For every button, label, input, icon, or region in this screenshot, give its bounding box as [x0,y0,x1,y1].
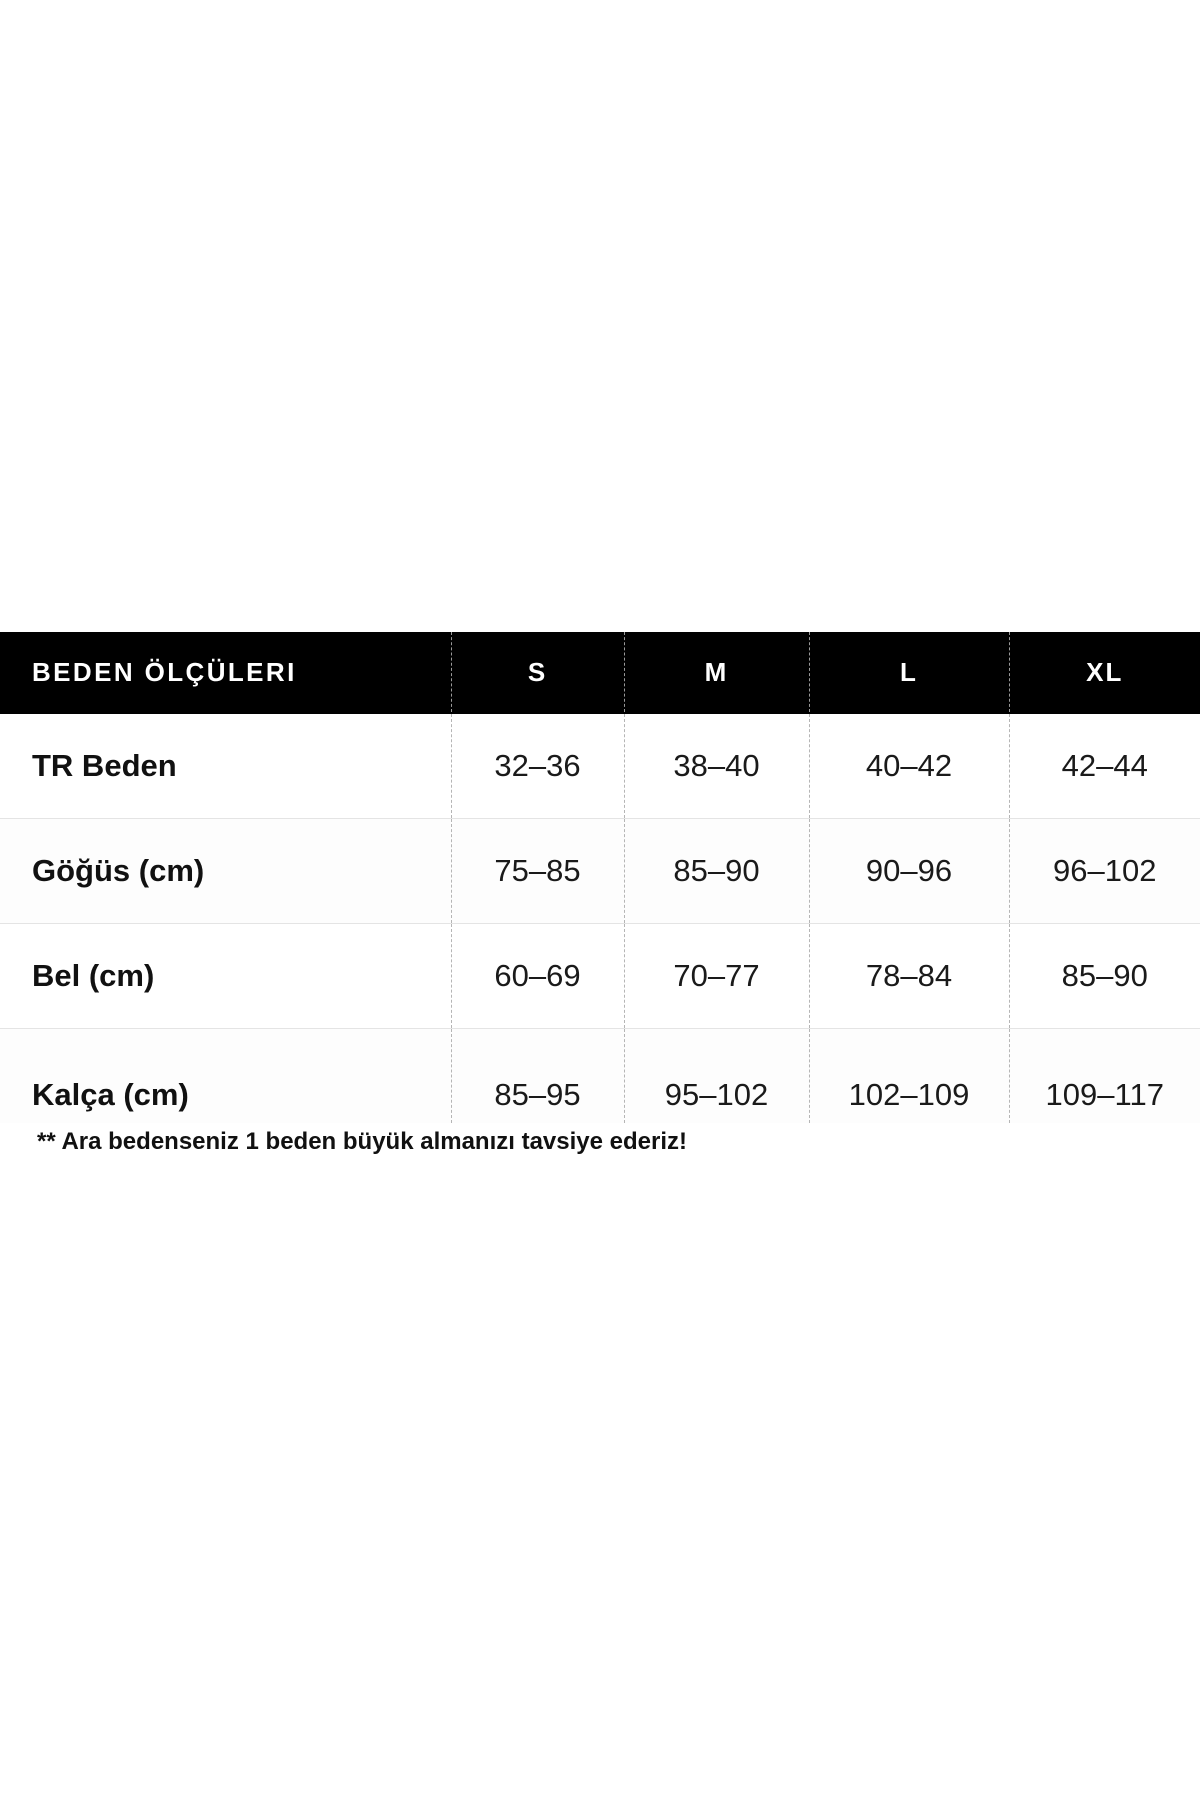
table-cell: 42–44 [1009,713,1200,819]
size-chart-table [0,632,1200,1123]
table-cell: 40–42 [809,713,1009,819]
table-cell: 85–90 [1009,924,1200,1029]
table-cell: 96–102 [1009,819,1200,924]
size-advice-note: ** Ara bedenseniz 1 beden büyük almanızı tavsiye ederiz! [37,1128,688,1155]
table-cell: 85–90 [624,819,809,924]
size-chart-header [0,632,1200,713]
table-cell: 85–95 [451,1029,624,1124]
header-size-xl: XL [1009,632,1200,713]
table-row-gogus [0,819,1200,924]
table-cell: 70–77 [624,924,809,1029]
header-row [0,632,1200,713]
table-cell: 38–40 [624,713,809,819]
table-row-kalca [0,1029,1200,1124]
table-cell: 78–84 [809,924,1009,1029]
table-row-bel [0,924,1200,1029]
table-cell: 75–85 [451,819,624,924]
header-size-s: S [451,632,624,713]
size-chart-body [0,713,1200,1123]
table-cell: 60–69 [451,924,624,1029]
table-cell: 102–109 [809,1029,1009,1124]
table-row-tr-beden [0,713,1200,819]
row-label: Bel (cm) [0,924,451,1029]
row-label: TR Beden [32,748,177,783]
row-label: Göğüs (cm) [0,819,451,924]
table-cell: 90–96 [809,819,1009,924]
header-size-l: L [809,632,1009,713]
header-size-m: M [624,632,809,713]
table-cell: 95–102 [624,1029,809,1124]
header-title: BEDEN ÖLÇÜLERI [0,632,451,713]
table-cell: 109–117 [1009,1029,1200,1124]
row-label: Kalça (cm) [0,1029,451,1124]
table-cell: 32–36 [451,713,624,819]
